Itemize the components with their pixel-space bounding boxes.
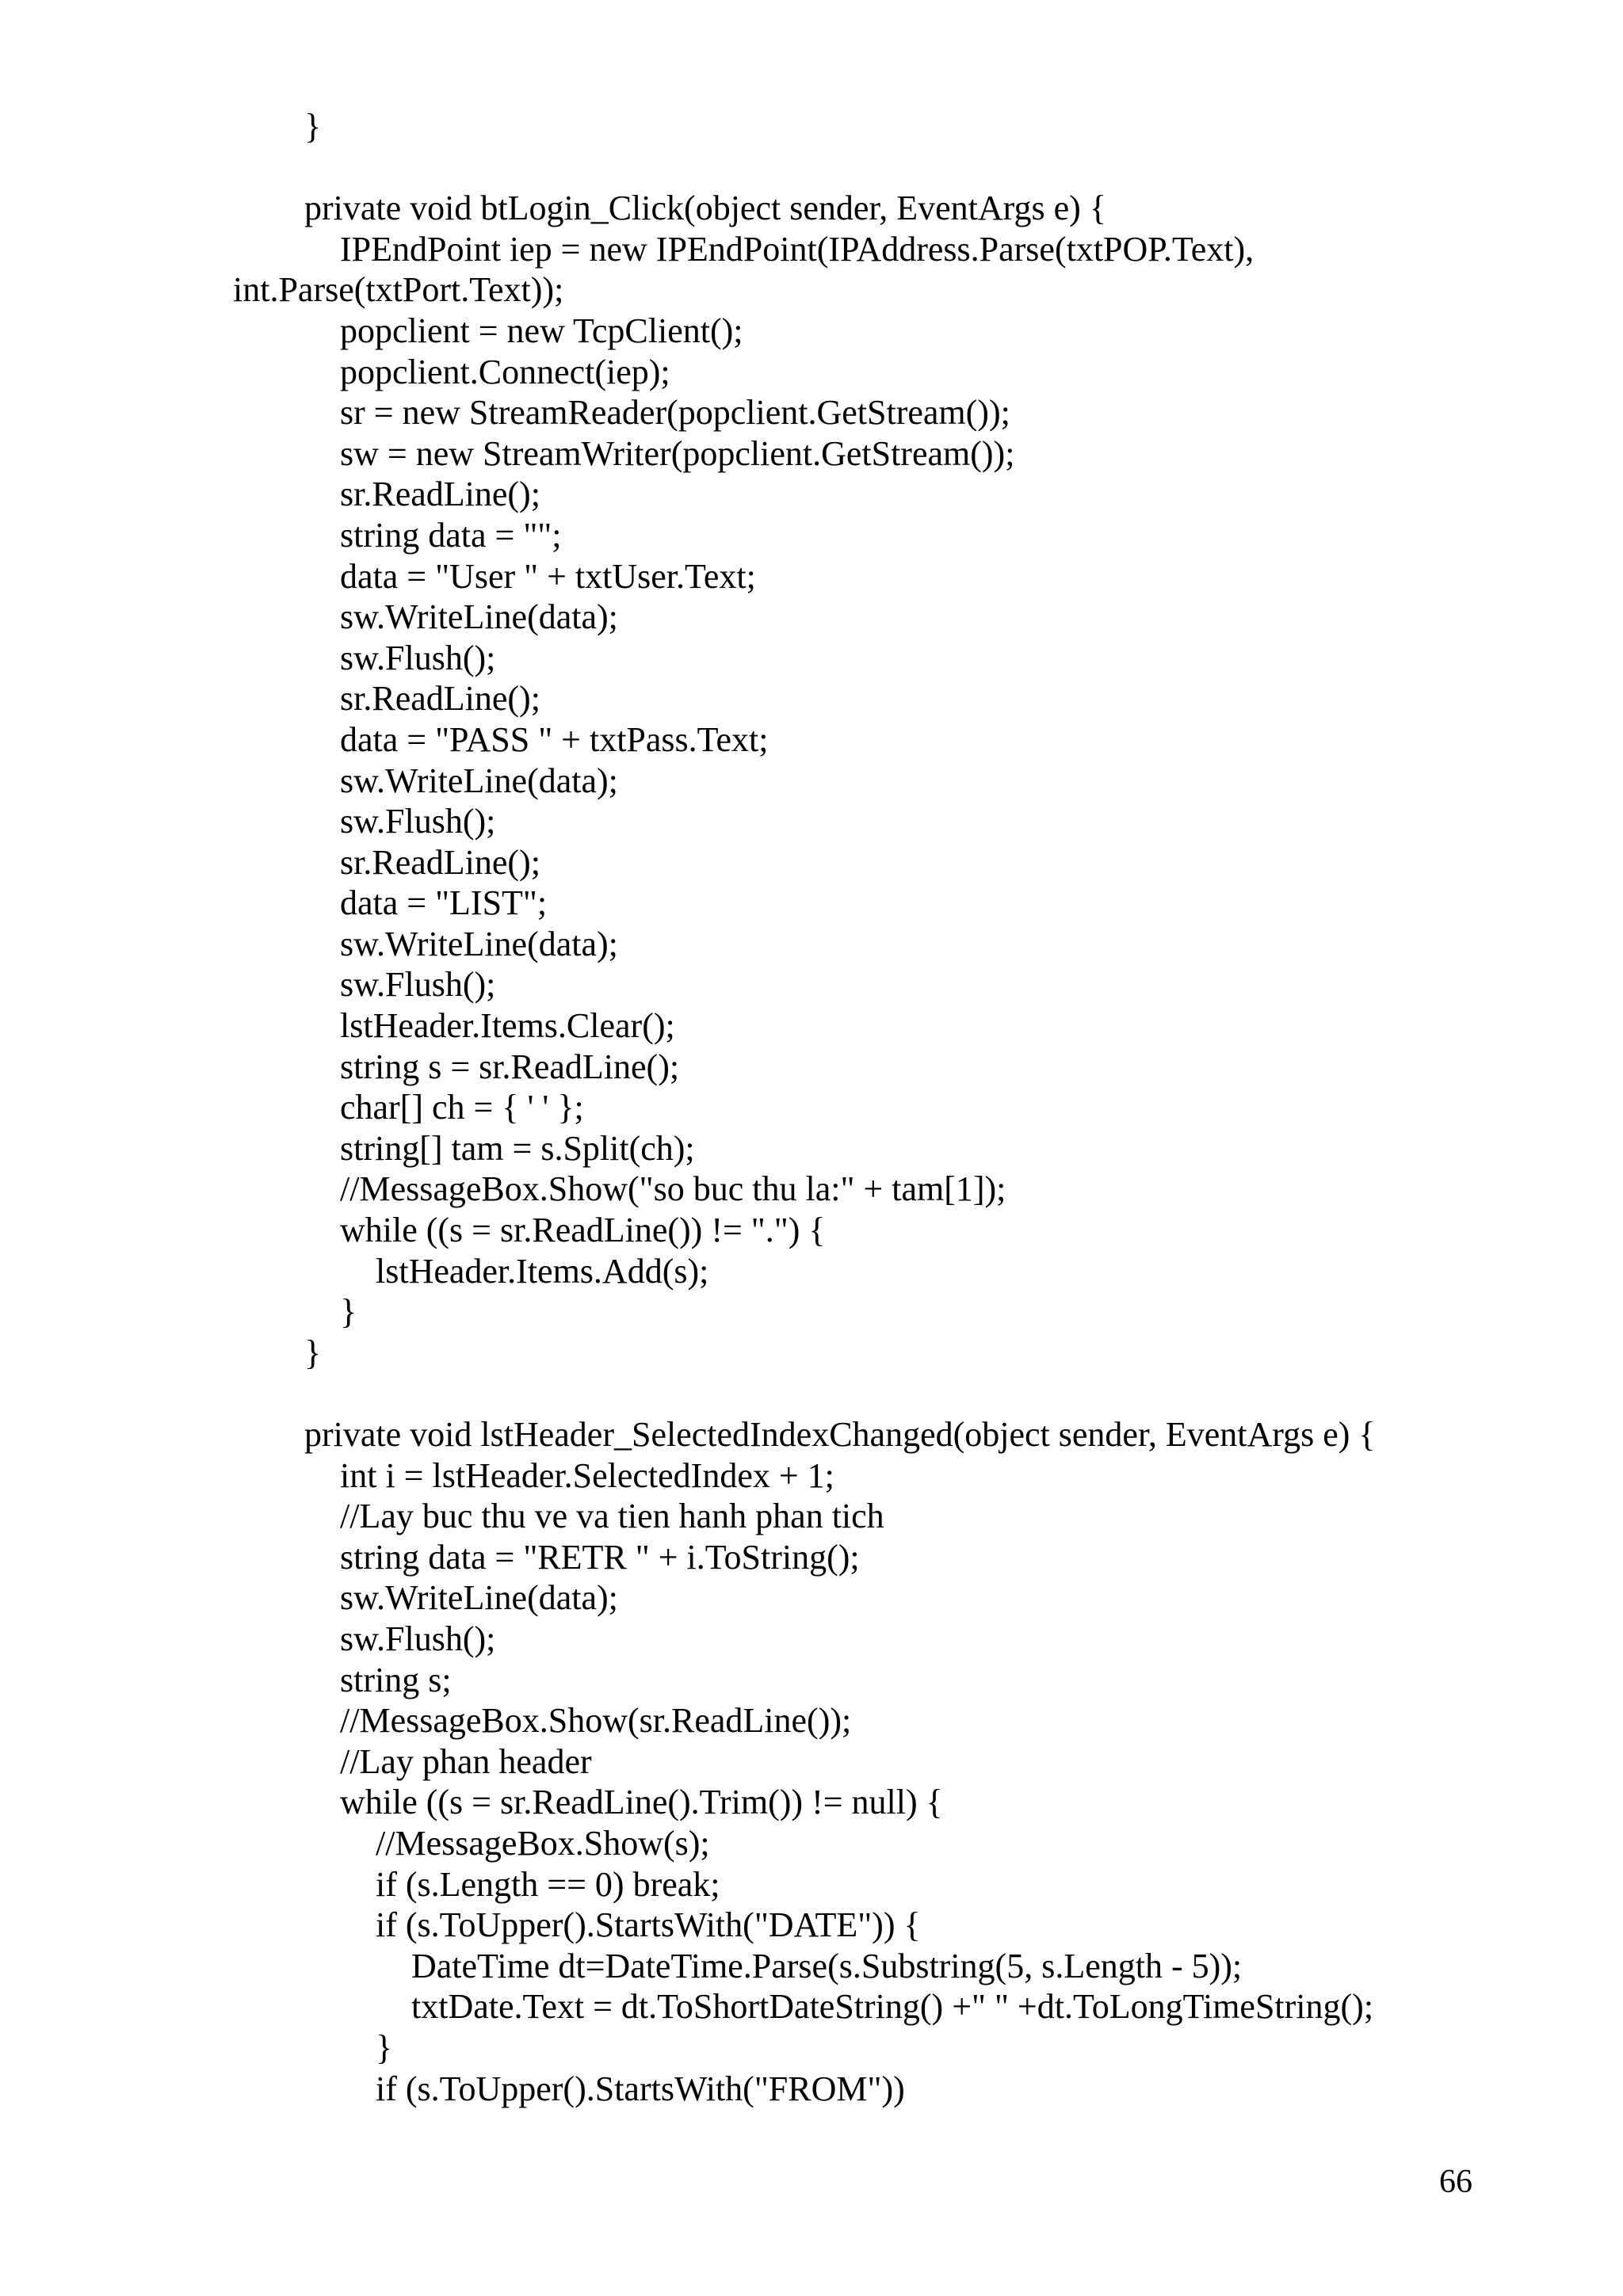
code-line: //MessageBox.Show(sr.ReadLine()); xyxy=(340,1701,852,1741)
code-listing xyxy=(0,106,1623,2109)
code-line: lstHeader.Items.Add(s); xyxy=(376,1251,709,1291)
code-line: sw.WriteLine(data); xyxy=(340,1578,618,1618)
code-line: } xyxy=(304,1333,322,1372)
code-line: sr.ReadLine(); xyxy=(340,842,540,882)
code-line: txtDate.Text = dt.ToShortDateString() +" " +dt.ToLongTimeString(); xyxy=(411,1987,1374,2027)
code-line: sw = new StreamWriter(popclient.GetStream()); xyxy=(340,433,1015,473)
code-line: string s = sr.ReadLine(); xyxy=(340,1047,680,1086)
code-line: data = "LIST"; xyxy=(340,883,548,923)
code-line: data = "User " + txtUser.Text; xyxy=(340,556,756,596)
code-line: int.Parse(txtPort.Text)); xyxy=(233,270,564,310)
code-line: private void lstHeader_SelectedIndexChanged(object sender, EventArgs e) { xyxy=(304,1415,1376,1454)
blank-line xyxy=(0,1373,1623,1414)
code-line: while ((s = sr.ReadLine()) != ".") { xyxy=(340,1211,826,1250)
code-line: } xyxy=(304,107,322,146)
code-line: private void btLogin_Click(object sender, EventArgs e) { xyxy=(304,189,1106,228)
code-line: //MessageBox.Show("so buc thu la:" + tam[1]); xyxy=(340,1169,1006,1209)
code-line: lstHeader.Items.Clear(); xyxy=(340,1006,675,1046)
code-line: popclient = new TcpClient(); xyxy=(340,311,743,350)
code-line: sw.Flush(); xyxy=(340,1619,496,1658)
code-line: string data = "RETR " + i.ToString(); xyxy=(340,1537,860,1577)
blank-line xyxy=(0,147,1623,189)
code-line: if (s.ToUpper().StartsWith("FROM")) xyxy=(376,2069,905,2108)
code-line: sw.WriteLine(data); xyxy=(340,597,618,637)
code-line: string data = ""; xyxy=(340,515,562,555)
code-line: sw.WriteLine(data); xyxy=(340,761,618,800)
code-line: while ((s = sr.ReadLine().Trim()) != null) { xyxy=(340,1783,943,1822)
code-line: DateTime dt=DateTime.Parse(s.Substring(5, s.Length - 5)); xyxy=(411,1946,1243,1985)
code-line: sr.ReadLine(); xyxy=(340,475,540,514)
code-line: IPEndPoint iep = new IPEndPoint(IPAddress.Parse(txtPOP.Text), xyxy=(340,229,1254,269)
code-line: sr = new StreamReader(popclient.GetStream()); xyxy=(340,393,1010,433)
code-line: sw.Flush(); xyxy=(340,638,496,677)
code-line: sw.Flush(); xyxy=(340,802,496,841)
code-line: if (s.Length == 0) break; xyxy=(376,1864,720,1904)
code-line: //Lay buc thu ve va tien hanh phan tich xyxy=(340,1497,884,1536)
code-line: int i = lstHeader.SelectedIndex + 1; xyxy=(340,1455,834,1495)
code-line: sw.WriteLine(data); xyxy=(340,924,618,963)
code-line: char[] ch = { ' ' }; xyxy=(340,1088,584,1127)
code-line: } xyxy=(376,2027,393,2067)
code-line: //MessageBox.Show(s); xyxy=(376,1823,710,1863)
code-line: popclient.Connect(iep); xyxy=(340,352,670,391)
code-line: sw.Flush(); xyxy=(340,965,496,1005)
page-number: 66 xyxy=(1439,2164,1472,2200)
code-line: //Lay phan header xyxy=(340,1741,592,1781)
code-line: } xyxy=(340,1292,357,1332)
code-line: if (s.ToUpper().StartsWith("DATE")) { xyxy=(376,1905,921,1945)
code-line: data = "PASS " + txtPass.Text; xyxy=(340,719,769,759)
code-line: sr.ReadLine(); xyxy=(340,679,540,719)
code-line: string[] tam = s.Split(ch); xyxy=(340,1128,695,1168)
code-line: string s; xyxy=(340,1660,452,1699)
